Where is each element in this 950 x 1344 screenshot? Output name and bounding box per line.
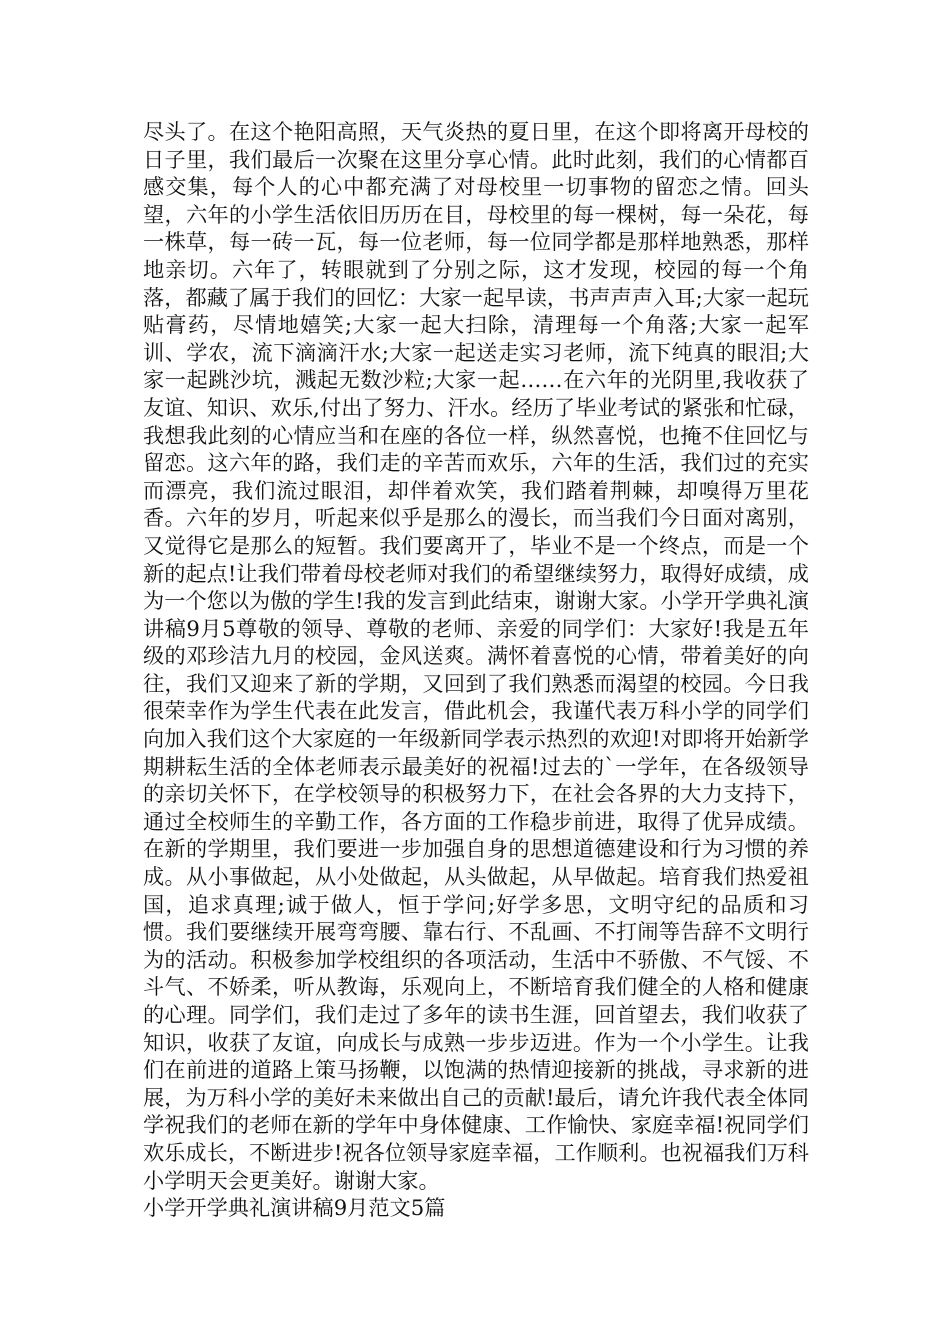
- body-paragraph: 尽头了。在这个艳阳高照，天气炎热的夏日里，在这个即将离开母校的日子里，我们最后一次聚在这里分享心情。此时此刻，我们的心情都百感交集，每个人的心中都充满了对母校里一切事物的留恋之情。回头望，六年的小学生活依旧历历在目，母校里的每一棵树，每一朵花，每一株草，每一砖一瓦，每一位老师，每一位同学都是那样地熟悉，那样地亲切。六年了，转眼就到了分别之际，这才发现，校园的每一个角落，都藏了属于我们的回忆：大家一起早读，书声声声入耳;大家一起玩贴膏药，尽情地嬉笑;大家一起大扫除，清理每一个角落;大家一起军训、学农，流下滴滴汗水;大家一起送走实习老师，流下纯真的眼泪;大家一起跳沙坑，溅起无数沙粒;大家一起……在六年的光阴里,我收获了友谊、知识、欢乐,付出了努力、汗水。经历了毕业考试的紧张和忙碌，我想我此刻的心情应当和在座的各位一样，纵然喜悦，也掩不住回忆与留恋。这六年的路，我们走的辛苦而欢乐，六年的生活，我们过的充实而漂亮，我们流过眼泪，却伴着欢笑，我们踏着荆棘，却嗅得万里花香。六年的岁月，听起来似乎是那么的漫长，而当我们今日面对离别，又觉得它是那么的短暂。我们要离开了，毕业不是一个终点，而是一个新的起点!让我们带着母校老师对我们的希望继续努力，取得好成绩，成为一个您以为傲的学生!我的发言到此结束，谢谢大家。小学开学典礼演讲稿9月5尊敬的领导、尊敬的老师、亲爱的同学们：大家好!我是五年级的邓珍洁九月的校园，金风送爽。满怀着喜悦的心情，带着美好的向往，我们又迎来了新的学期，又回到了我们熟悉而渴望的校园。今日我很荣幸作为学生代表在此发言，借此机会，我谨代表万科小学的同学们向加入我们这个大家庭的一年级新同学表示热烈的欢迎!对即将开始新学期耕耘生活的全体老师表示最美好的祝福!过去的`一学年，在各级领导的亲切关怀下，在学校领导的积极努力下，在社会各界的大力支持下，通过全校师生的辛勤工作，各方面的工作稳步前进，取得了优异成绩。在新的学期里，我们要进一步加强自身的思想道德建设和行为习惯的养成。从小事做起，从小处做起，从头做起，从早做起。培育我们热爱祖国，追求真理;诚于做人，恒于学问;好学多思，文明守纪的品质和习惯。我们要继续开展弯弯腰、靠右行、不乱画、不打闹等告辞不文明行为的活动。积极参加学校组织的各项活动，生活中不骄傲、不气馁、不斗气、不娇柔，听从教诲，乐观向上，不断培育我们健全的人格和健康的心理。同学们，我们走过了多年的读书生涯，回首望去，我们收获了知识，收获了友谊，向成长与成熟一步步迈进。作为一个小学生。让我们在前进的道路上策马扬鞭，以饱满的热情迎接新的挑战，寻求新的进展，为万科小学的美好未来做出自己的贡献!最后，请允许我代表全体同学祝我们的老师在新的学年中身体健康、工作愉快、家庭幸福!祝同学们欢乐成长，不断进步!祝各位领导家庭幸福，工作顺利。也祝福我们万科小学明天会更美好。谢谢大家。: [143, 119, 809, 1193]
- document-title-footer: 小学开学典礼演讲稿9月范文5篇: [143, 1195, 446, 1220]
